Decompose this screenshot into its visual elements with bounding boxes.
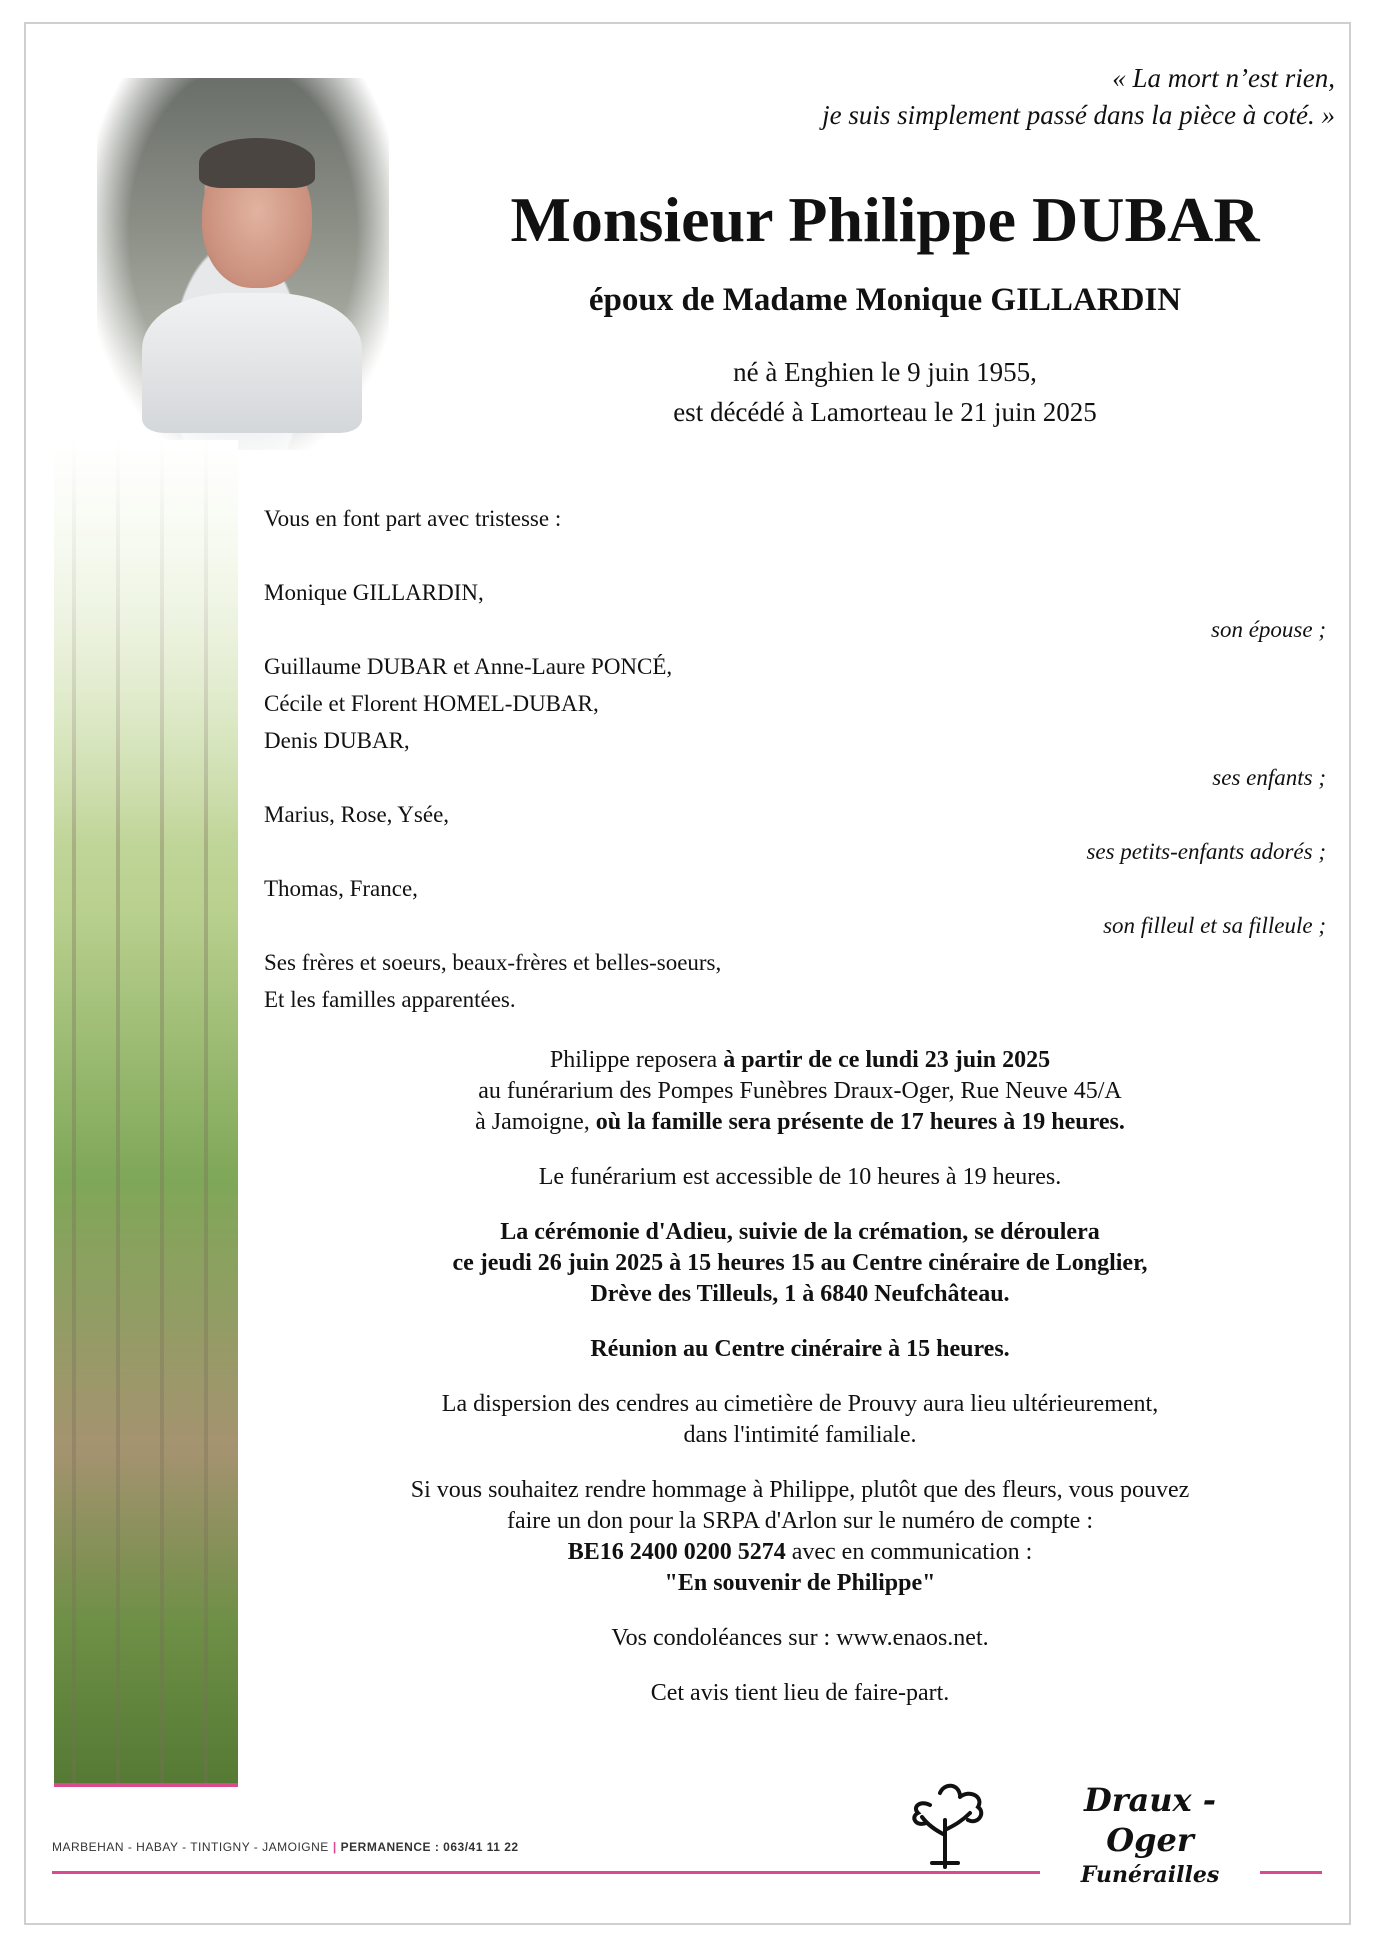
notice-block <box>300 1678 1300 1709</box>
portrait-photo <box>97 78 389 450</box>
company-tagline: Funérailles <box>1040 1860 1260 1890</box>
dispersion-line: La dispersion des cendres au cimetière de Prouvy aura lieu ultérieurement, <box>441 1391 1159 1417</box>
donation-line: faire un don pour la SRPA d'Arlon sur le numéro de compte : <box>506 1508 1094 1534</box>
visitation-address: au funérarium des Pompes Funèbres Draux-Oger, Rue Neuve 45/A <box>478 1078 1122 1104</box>
company-logo <box>1040 1780 1260 1890</box>
family-name: Guillaume DUBAR et Anne-Laure PONCÉ, <box>264 654 673 679</box>
donation-block <box>300 1475 1300 1599</box>
forest-path-image <box>54 440 238 1785</box>
footer-locations: MARBEHAN - HABAY - TINTIGNY - JAMOIGNE <box>52 1840 329 1854</box>
spacer <box>264 537 1326 574</box>
quote-line-1: « La mort n’est rien, <box>1112 63 1335 93</box>
family-relation: ses petits-enfants adorés ; <box>1086 839 1326 864</box>
family-relation: ses enfants ; <box>1212 765 1326 790</box>
family-name: Denis DUBAR, <box>264 728 410 753</box>
family-closing: Ses frères et soeurs, beaux-frères et belles-soeurs, <box>264 950 722 975</box>
family-list <box>264 500 1326 1018</box>
company-name: Draux - Oger <box>1083 1781 1217 1859</box>
notice-text: Cet avis tient lieu de faire-part. <box>650 1680 950 1706</box>
visitation-place: à Jamoigne, <box>475 1109 596 1135</box>
donation-iban: BE16 2400 0200 5274 <box>567 1539 786 1565</box>
quote-line-2: je suis simplement passé dans la pièce à coté. » <box>822 100 1335 130</box>
death-line: est décédé à Lamorteau le 21 juin 2025 <box>673 397 1097 427</box>
birth-death-dates <box>420 352 1350 432</box>
visitation-hours: où la famille sera présente de 17 heures à 19 heures. <box>595 1109 1125 1135</box>
donation-communication: "En souvenir de Philippe" <box>664 1570 936 1596</box>
ceremony-line: La cérémonie d'Adieu, suivie de la crémation, se déroulera <box>500 1219 1100 1245</box>
reunion-block <box>300 1334 1300 1365</box>
portrait-shirt <box>142 293 362 433</box>
visitation-block <box>300 1045 1300 1138</box>
condolences-block <box>300 1623 1300 1654</box>
family-name: Thomas, France, <box>264 876 418 901</box>
birth-line: né à Enghien le 9 juin 1955, <box>733 357 1037 387</box>
family-intro: Vous en font part avec tristesse : <box>264 506 562 531</box>
dispersion-line: dans l'intimité familiale. <box>683 1422 917 1448</box>
ceremony-line: Drève des Tilleuls, 1 à 6840 Neufchâteau. <box>590 1281 1010 1307</box>
reunion-text: Réunion au Centre cinéraire à 15 heures. <box>590 1336 1010 1362</box>
deceased-spouse: époux de Madame Monique GILLARDIN <box>588 282 1182 318</box>
footer-locations-bar <box>52 1840 519 1854</box>
family-name: Monique GILLARDIN, <box>264 580 484 605</box>
family-closing: Et les familles apparentées. <box>264 987 516 1012</box>
family-relation: son filleul et sa filleule ; <box>1103 913 1326 938</box>
forest-accent-bar <box>54 1783 238 1787</box>
dispersion-block <box>300 1389 1300 1451</box>
portrait-hair <box>199 138 315 188</box>
family-name: Marius, Rose, Ysée, <box>264 802 450 827</box>
donation-communication-label: avec en communication : <box>785 1539 1033 1565</box>
footer-permanence: PERMANENCE : 063/41 11 22 <box>340 1840 519 1854</box>
access-hours: Le funérarium est accessible de 10 heures à 19 heures. <box>538 1164 1062 1190</box>
tree-logo-icon <box>900 1775 990 1870</box>
family-name: Cécile et Florent HOMEL-DUBAR, <box>264 691 599 716</box>
ceremony-line: ce jeudi 26 juin 2025 à 15 heures 15 au Centre cinéraire de Longlier, <box>452 1250 1148 1276</box>
visitation-date: à partir de ce lundi 23 juin 2025 <box>723 1047 1051 1073</box>
footer-separator: | <box>332 1840 337 1854</box>
donation-line: Si vous souhaitez rendre hommage à Philippe, plutôt que des fleurs, vous pouvez <box>410 1477 1190 1503</box>
family-relation: son épouse ; <box>1211 617 1326 642</box>
funeral-information <box>300 1045 1300 1733</box>
visitation-text: Philippe reposera <box>549 1047 724 1073</box>
epigraph-quote <box>535 60 1335 134</box>
deceased-name: Monsieur Philippe DUBAR <box>510 184 1260 255</box>
access-block <box>300 1162 1300 1193</box>
ceremony-block <box>300 1217 1300 1310</box>
condolences-link: Vos condoléances sur : www.enaos.net. <box>611 1625 989 1651</box>
